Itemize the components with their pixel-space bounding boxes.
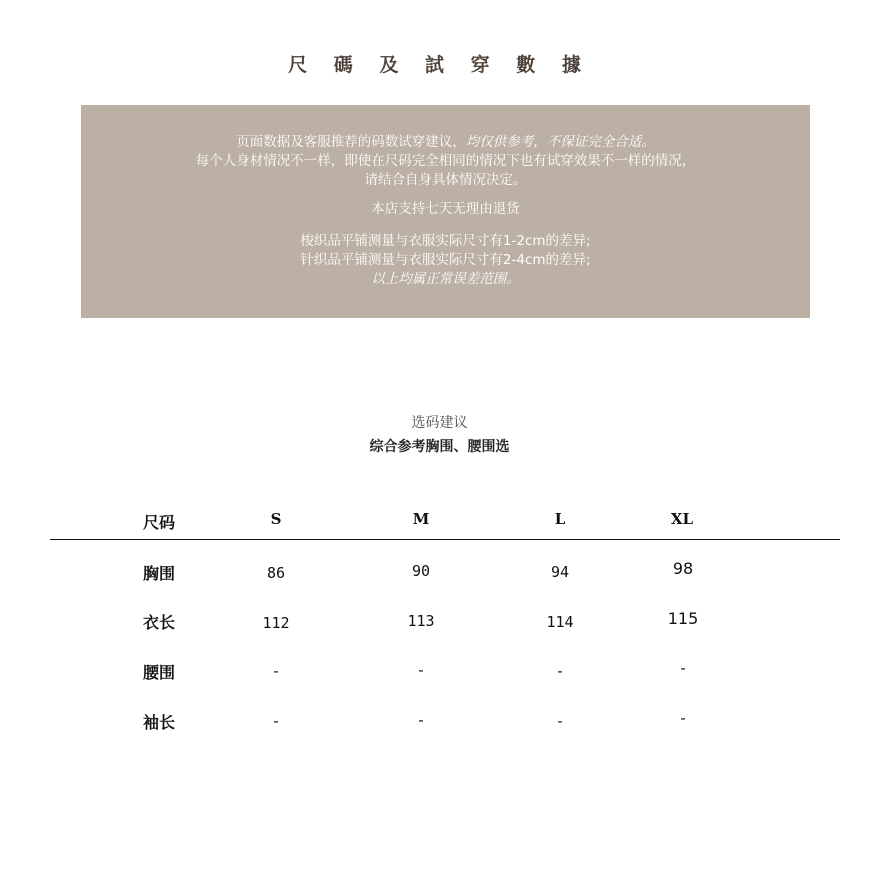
cell-length-m: 113 — [407, 612, 435, 630]
notice-line-1-plain: 页面数据及客服推荐的码数试穿建议， — [236, 134, 466, 150]
notice-line-2: 每个人身材情况不一样，即使在尺码完全相同的情况下也有试穿效果不一样的情况， — [195, 153, 696, 169]
return-policy-text: 本店支持七天无理由退货 — [371, 201, 520, 217]
measure-line-2: 针织品平铺测量与衣服实际尺寸有2-4cm的差异; — [300, 252, 591, 268]
notice-line-1-italic: 均仅供参考，不保证完全合适。 — [465, 134, 655, 150]
table-header-l: L — [554, 510, 566, 528]
page-title: 尺 碼 及 試 穿 數 據 — [288, 54, 591, 76]
cell-chest-l: 94 — [550, 563, 570, 581]
recommendation-title: 选码建议 — [411, 415, 468, 431]
cell-waist-s: - — [271, 662, 281, 680]
notice-return-policy — [81, 200, 810, 219]
table-header-s: S — [270, 510, 282, 528]
cell-length-l: 114 — [546, 613, 574, 631]
cell-chest-m: 90 — [411, 562, 431, 580]
table-header-xl: XL — [670, 510, 694, 528]
notice-disclaimer — [81, 133, 810, 190]
cell-sleeve-xl: - — [678, 709, 688, 727]
measure-line-3: 以上均属正常误差范围。 — [371, 271, 520, 287]
cell-sleeve-s: - — [271, 712, 281, 730]
cell-sleeve-m: - — [416, 711, 426, 729]
row-label-length: 衣长 — [143, 613, 176, 632]
cell-sleeve-l: - — [555, 712, 565, 730]
cell-waist-xl: - — [678, 659, 688, 677]
cell-length-xl: 115 — [667, 609, 699, 628]
table-header-size: 尺码 — [143, 513, 176, 532]
cell-chest-xl: 98 — [672, 559, 694, 578]
table-header-m: M — [412, 510, 430, 528]
notice-line-3: 请结合自身具体情况决定。 — [364, 172, 527, 188]
row-label-chest: 胸围 — [143, 564, 176, 583]
cell-waist-l: - — [555, 662, 565, 680]
notice-measurement — [81, 232, 810, 289]
measure-line-1: 梭织品平铺测量与衣服实际尺寸有1-2cm的差异; — [300, 233, 591, 249]
notice-panel — [81, 105, 810, 318]
row-label-waist: 腰围 — [143, 663, 176, 682]
table-divider — [50, 539, 840, 540]
cell-chest-s: 86 — [266, 564, 286, 582]
cell-length-s: 112 — [262, 614, 290, 632]
recommendation-subtitle: 综合参考胸围、腰围选 — [369, 439, 510, 455]
cell-waist-m: - — [416, 661, 426, 679]
row-label-sleeve: 袖长 — [143, 713, 176, 732]
notice-line-1 — [81, 133, 810, 152]
